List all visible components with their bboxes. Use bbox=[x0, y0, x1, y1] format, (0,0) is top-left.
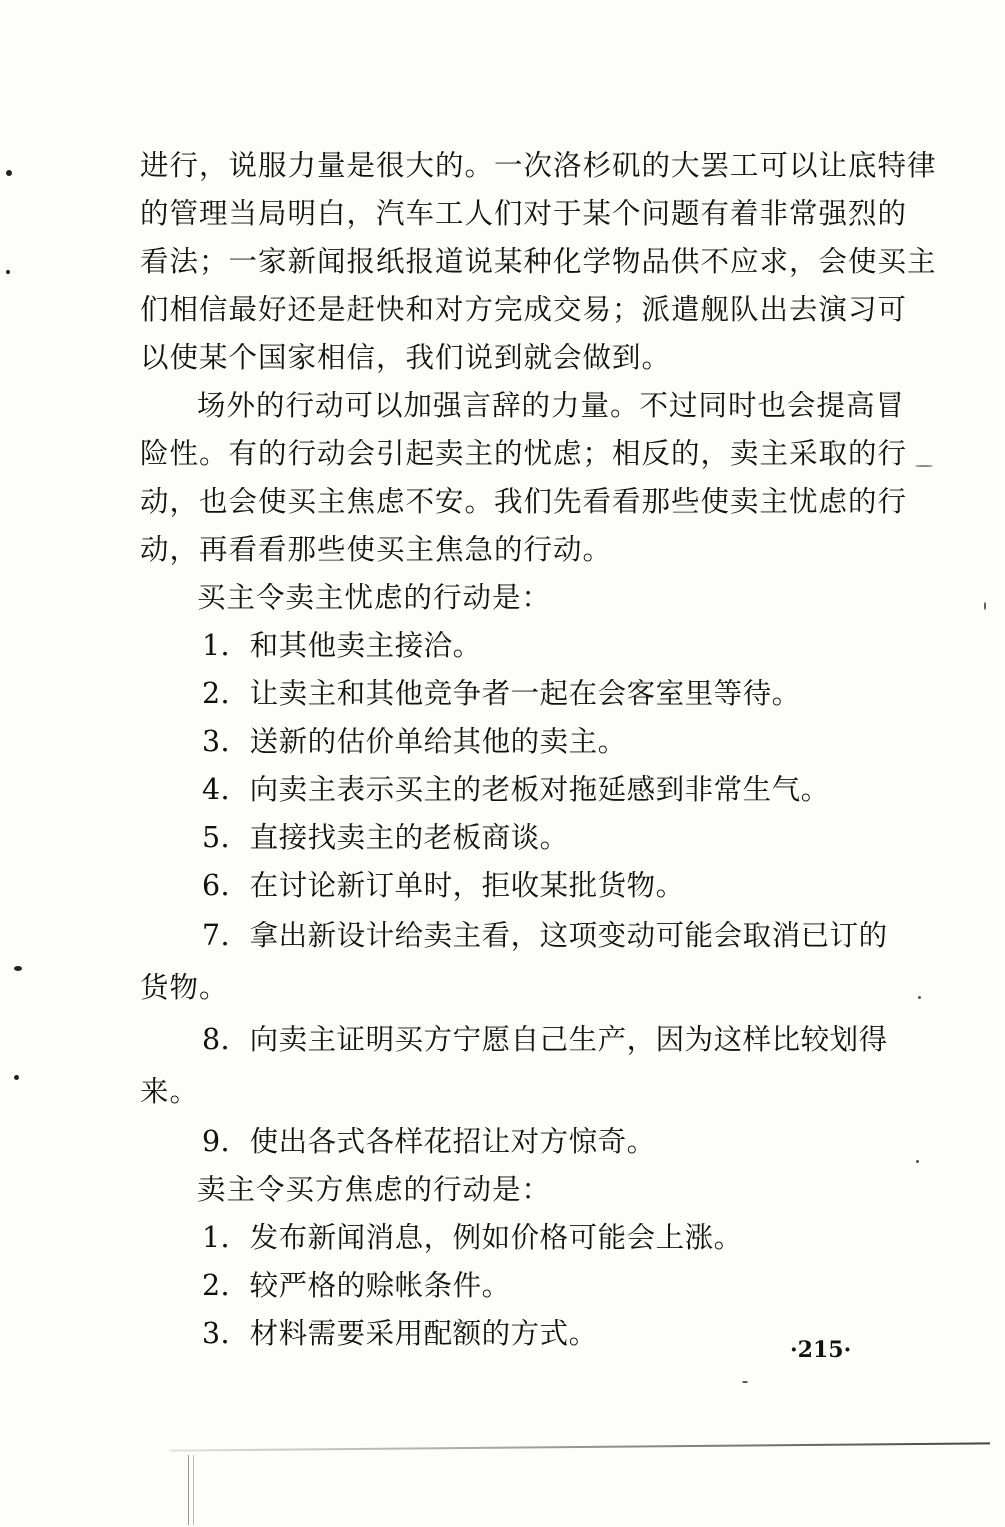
scan-speck bbox=[918, 996, 921, 999]
list-item: 7．拿出新设计给卖主看，这项变动可能会取消已订的 bbox=[202, 919, 888, 952]
text-line: 的管理当局明白，汽车工人们对于某个问题有着非常强烈的 bbox=[140, 197, 908, 230]
list-item-continuation: 来。 bbox=[140, 1075, 200, 1108]
scan-speck bbox=[916, 1160, 919, 1163]
text-line: 以使某个国家相信，我们说到就会做到。 bbox=[140, 341, 672, 374]
list-item: 6．在讨论新订单时，拒收某批货物。 bbox=[202, 869, 685, 902]
text-line: 动，再看看那些使买主焦急的行动。 bbox=[140, 533, 613, 566]
body-text bbox=[140, 142, 937, 1358]
scan-speck bbox=[6, 170, 12, 176]
scan-speck bbox=[742, 1381, 748, 1383]
list-item: 9．使出各式各样花招让对方惊奇。 bbox=[202, 1125, 656, 1158]
list-item: 3．材料需要采用配额的方式。 bbox=[202, 1317, 598, 1350]
list-item: 5．直接找卖主的老板商谈。 bbox=[202, 821, 569, 854]
scan-speck bbox=[14, 1075, 19, 1080]
text-line: 险性。有的行动会引起卖主的忧虑；相反的，卖主采取的行 bbox=[140, 437, 908, 470]
scan-speck bbox=[14, 966, 22, 971]
text-line: 看法；一家新闻报纸报道说某种化学物品供不应求，会使买主 bbox=[140, 245, 937, 278]
scan-speck bbox=[984, 602, 986, 610]
list-item: 3．送新的估价单给其他的卖主。 bbox=[202, 725, 627, 758]
binding-mark bbox=[188, 1455, 194, 1525]
list-heading-seller: 卖主令买方焦虑的行动是： bbox=[197, 1173, 552, 1206]
text-line: 们相信最好还是赶快和对方完成交易；派遣舰队出去演习可 bbox=[140, 293, 908, 326]
scan-speck bbox=[6, 270, 10, 274]
page-edge-line bbox=[170, 1442, 990, 1451]
paragraph-start: 场外的行动可以加强言辞的力量。不过同时也会提高冒 bbox=[197, 389, 906, 422]
text-line: 动，也会使买主焦虑不安。我们先看看那些使卖主忧虑的行 bbox=[140, 485, 908, 518]
list-heading-buyer: 买主令卖主忧虑的行动是： bbox=[197, 581, 552, 614]
page-number: ·215· bbox=[790, 1337, 852, 1363]
list-item: 1．发布新闻消息，例如价格可能会上涨。 bbox=[202, 1221, 743, 1254]
list-item: 1．和其他卖主接洽。 bbox=[202, 629, 482, 662]
list-item: 4．向卖主表示买主的老板对拖延感到非常生气。 bbox=[202, 773, 830, 806]
list-item: 2．让卖主和其他竞争者一起在会客室里等待。 bbox=[202, 677, 801, 710]
list-item-continuation: 货物。 bbox=[140, 971, 229, 1004]
list-item: 2．较严格的赊帐条件。 bbox=[202, 1269, 511, 1302]
list-item: 8．向卖主证明买方宁愿自己生产，因为这样比较划得 bbox=[202, 1023, 888, 1056]
text-line: 进行，说服力量是很大的。一次洛杉矶的大罢工可以让底特律 bbox=[140, 149, 937, 182]
scan-speck bbox=[915, 465, 933, 467]
